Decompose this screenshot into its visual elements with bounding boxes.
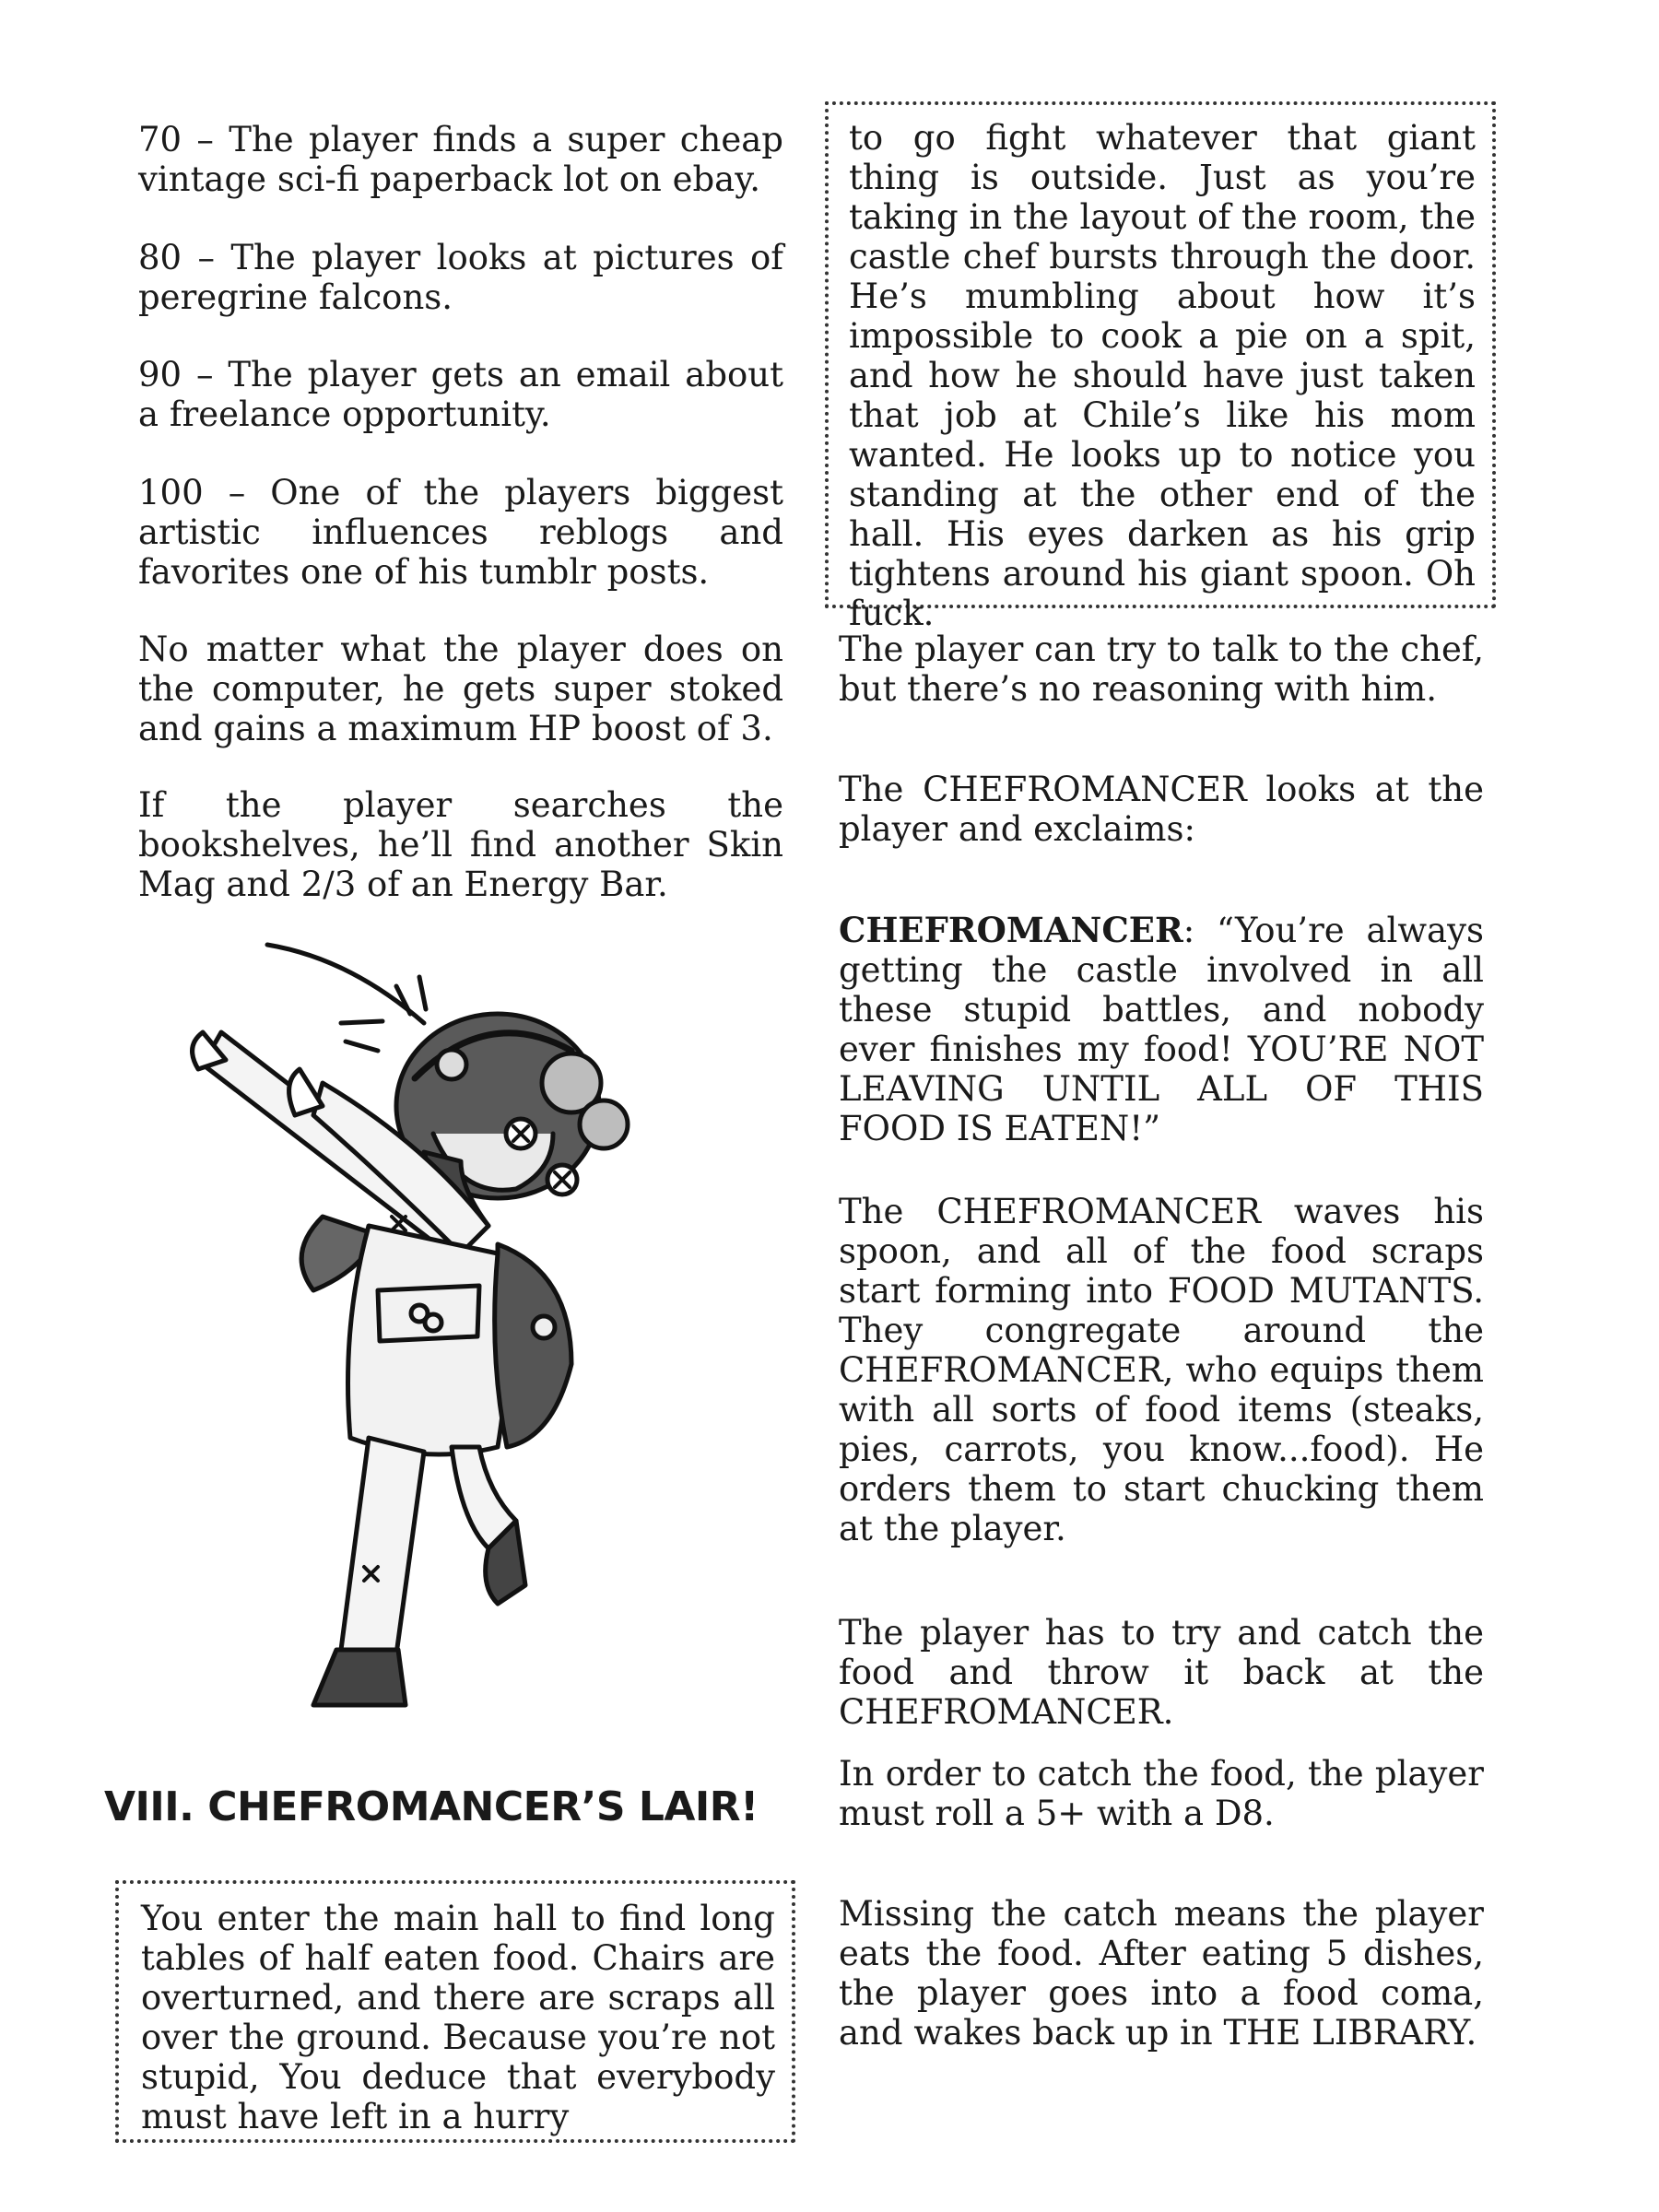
catch-food-text: The player has to try and catch the food and throw it back at the CHEFROMANCER. <box>839 1613 1484 1732</box>
read-aloud-box-right <box>825 101 1496 633</box>
food-mutants-text: The CHEFROMANCER waves his spoon, and all of the food scraps start forming into FOOD MUTANTS. They congregate around the CHEFROMANCER, who equips them with all sorts of food items (steaks, pies, carrots, you know...food). He orders them to start chucking them at the player. <box>839 1192 1484 1548</box>
read-aloud-box-left <box>115 1880 795 2143</box>
front-leg <box>341 1438 424 1654</box>
chefromancer-exclaims-text: The CHEFROMANCER looks at the player and exclaims: <box>839 770 1484 849</box>
section-heading: VIII. CHEFROMANCER’S LAIR! <box>104 1783 759 1830</box>
read-aloud-text-left: You enter the main hall to find long tables of half eaten food. Chairs are overturned, and there are scraps all over the ground. Because you’re not stupid, You deduce that everybody must have left in a hurry <box>141 1899 775 2136</box>
helmet-dial <box>437 1050 466 1079</box>
boot <box>313 1650 406 1705</box>
roll-80-text: 80 – The player looks at pictures of peregrine falcons. <box>138 238 783 317</box>
motion-line <box>267 945 424 1023</box>
backpack-clasp <box>533 1316 555 1338</box>
talk-to-chef-text: The player can try to talk to the chef, but there’s no reasoning with him. <box>839 629 1484 709</box>
chefromancer-dialogue <box>839 911 1484 1148</box>
roll-70-text: 70 – The player finds a super cheap vintage sci-fi paperback lot on ebay. <box>138 120 783 199</box>
backpack <box>495 1244 571 1447</box>
speaker-name: CHEFROMANCER <box>839 910 1183 950</box>
read-aloud-text-right: to go fight whatever that giant thing is outside. Just as you’re taking in the layout of the room, the castle chef bursts through the door. He’s mumbling about how it’s impossible to cook a pie on a spit, and how he should have just taken that job at Chile’s like his mom wanted. He looks up to notice you standing at the other end of the hall. His eyes darken as his grip tightens around his giant spoon. Oh fuck. <box>849 118 1476 633</box>
dialogue-quote: “You’re always getting the castle involved in all these stupid battles, and nobody ever finishes my food! YOU’RE NOT LEAVING UNTIL ALL OF THIS FOOD IS EATEN!” <box>839 911 1484 1148</box>
motion-line <box>419 977 426 1009</box>
food-coma-text: Missing the catch means the player eats the food. After eating 5 dishes, the player goes into a food coma, and wakes back up in THE LIBRARY. <box>839 1894 1484 2053</box>
right-hand <box>289 1069 323 1115</box>
catch-roll-text: In order to catch the food, the player must roll a 5+ with a D8. <box>839 1754 1484 1833</box>
roll-90-text: 90 – The player gets an email about a freelance opportunity. <box>138 355 783 434</box>
motion-line <box>341 1021 382 1023</box>
hp-boost-text: No matter what the player does on the computer, he gets super stoked and gains a maximum HP boost of 3. <box>138 629 783 748</box>
roll-100-text: 100 – One of the players biggest artistic influences reblogs and favorites one of his tumblr posts. <box>138 473 783 592</box>
speaker-colon: : <box>1182 911 1195 950</box>
dabbing-character-illustration <box>184 922 700 1751</box>
ear-muff <box>580 1100 628 1148</box>
motion-line <box>346 1041 378 1051</box>
bookshelves-text: If the player searches the bookshelves, he’ll find another Skin Mag and 2/3 of an Energy Bar. <box>138 785 783 904</box>
